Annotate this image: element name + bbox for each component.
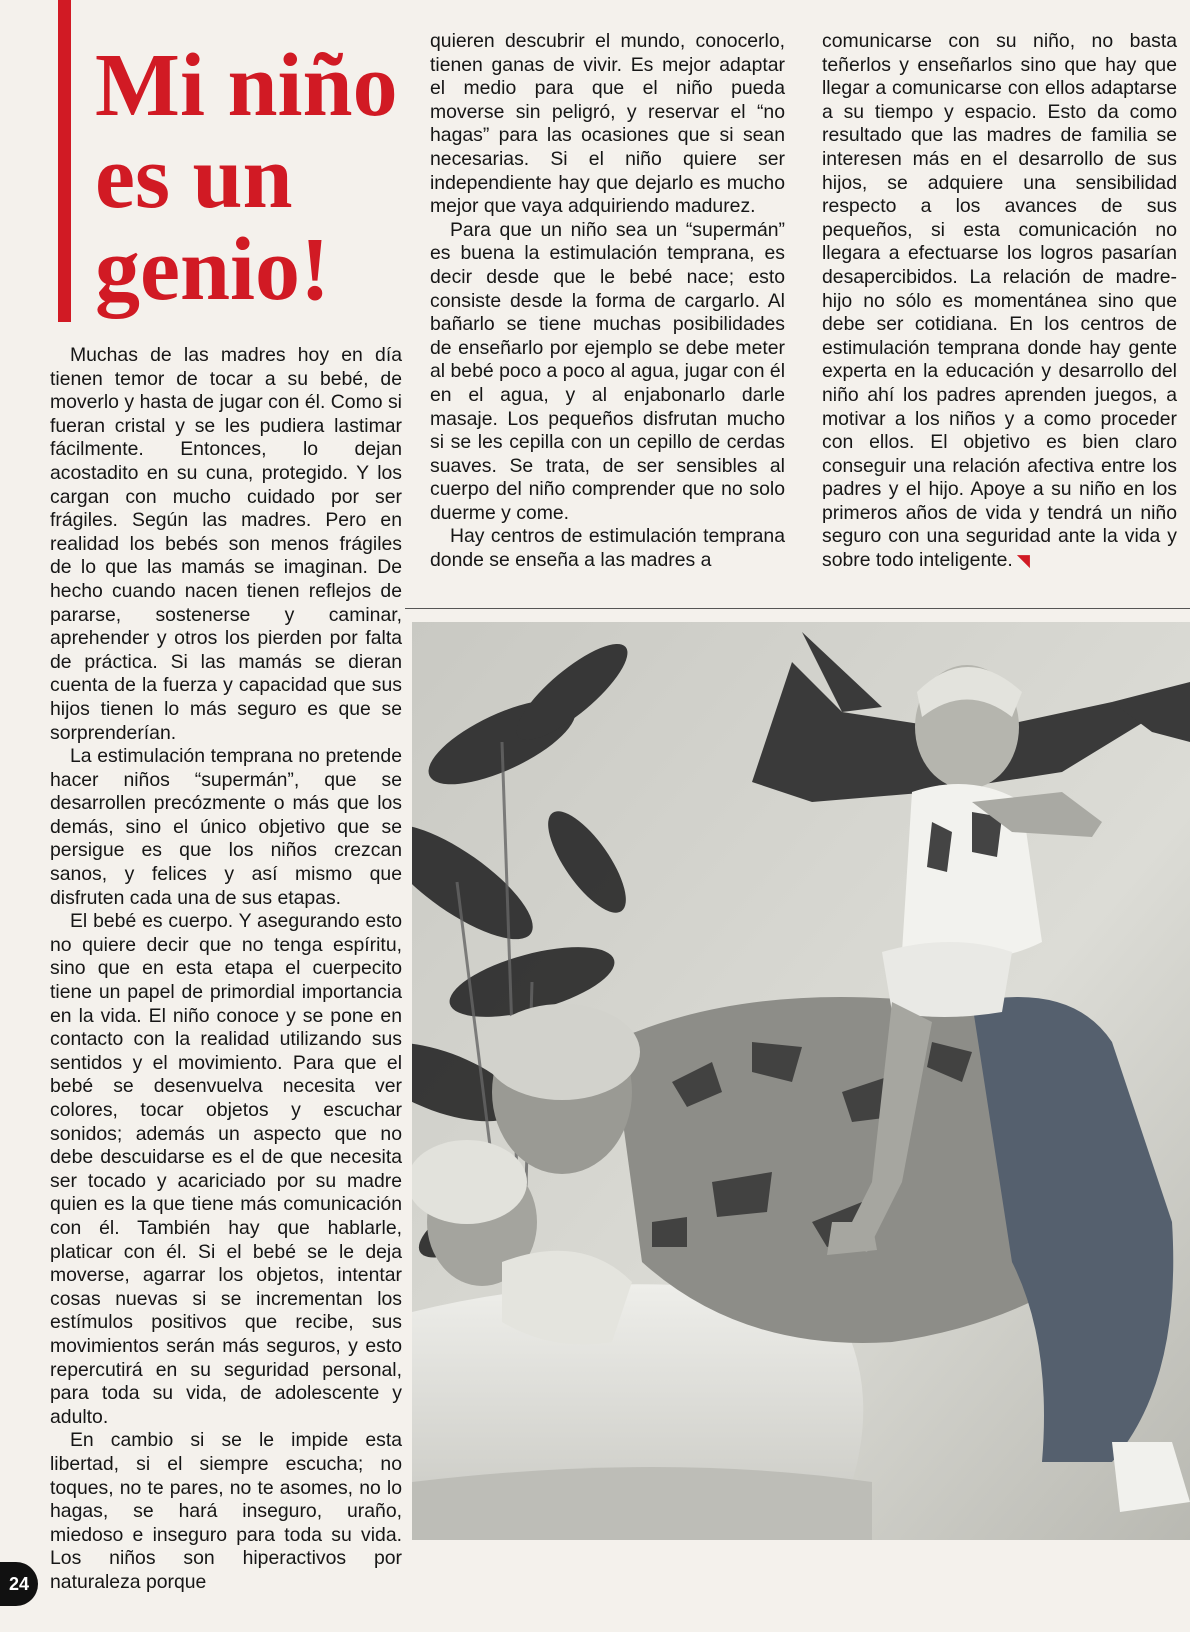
paragraph: quieren descubrir el mundo, conocerlo, tienen ganas de vivir. Es mejor adaptar el medio para que el niño pueda moverse sin peligró, y reservar el “no hagas” para las ocasiones que si sean necesarias. Si el niño quiere ser independiente hay que dejarlo es mucho mejor que vaya adquiriendo madurez.: [430, 30, 785, 218]
title-accent-bar: [58, 0, 71, 322]
paragraph: El bebé es cuerpo. Y asegurando esto no quiere decir que no tenga espíritu, sino que en esta etapa el cuerpecito tiene un papel de primordial importancia en la vida. El niño conoce y se pone en contacto con la realidad utilizando sus sentidos y el movimiento. Para que el bebé se desenvuelva necesita ver colores, tocar objetos y escuchar sonidos; además un aspecto que no debe descuidarse es el de que necesita ser tocado y acariciado por su madre quien es la que tiene más comunicación con él. También hay que hablarle, platicar con él. Si el bebé se le deja moverse, agarrar los objetos, intentar cosas nuevas si se incrementan los estímulos positivos que recibe, sus movimientos serán más seguros, y esto repercutirá en su seguridad personal, para toda su vida, de adolescente y adulto.: [50, 910, 402, 1428]
article-title: [95, 36, 415, 319]
title-line-1: Mi niño: [95, 36, 398, 135]
title-line-3: genio!: [95, 220, 330, 319]
paragraph: La estimulación temprana no pretende hacer niños “supermán”, que se desarrollen precózmente o más que los demás, sino el único objetivo que se persigue es que los niños crezcan sanos, y felices y así mismo que disfruten cada una de sus etapas.: [50, 745, 402, 909]
paragraph: Muchas de las madres hoy en día tienen temor de tocar a su bebé, de moverlo y hasta de jugar con él. Como si fueran cristal y se les pudiera lastimar fácilmente. Entonces, lo dejan acostadito en su cuna, protegido. Y los cargan con mucho cuidado por ser frágiles. Según las madres. Pero en realidad los bebés son menos frágiles de lo que las mamás se imaginan. De hecho cuando nacen tienen reflejos de pararse, sostenerse y caminar, aprehender y otros los pierden por falta de práctica. Si las mamás se dieran cuenta de la fuerza y capacidad que sus hijos tienen lo más seguro es que se sorprenderían.: [50, 344, 402, 744]
title-line-2: es un: [95, 128, 293, 227]
paragraph: Hay centros de estimulación temprana donde se enseña a las madres a: [430, 525, 785, 572]
page-number: 24: [0, 1562, 38, 1606]
divider: [405, 608, 1190, 609]
paragraph: En cambio si se le impide esta libertad, si el siempre escucha; no toques, no te pares, no te asomes, no lo hagas, se hará inseguro, uraño, miedoso e inseguro para toda su vida. Los niños son hiperactivos por naturaleza porque: [50, 1429, 402, 1593]
photo-illustration: [412, 622, 1190, 1540]
paragraph: [822, 30, 1177, 573]
column-right: [822, 30, 1177, 573]
end-mark-icon: ◥: [1016, 551, 1030, 571]
column-middle: [430, 30, 785, 573]
column-left: [50, 344, 402, 1594]
paragraph-text: comunicarse con su niño, no basta teñerlos y enseñarlos sino que hay que llegar a comunicarse con ellos adaptarse a su tiempo y espacio. Esto da como resultado que las madres de familia se interesen más en el desarrollo de sus hijos, se adquiere una sensibilidad respecto a los avances de sus pequeños, si esta comunicación no llegara a efectuarse los logros pasarían desapercibidos. La relación de madre-hijo no sólo es momentánea sino que debe ser cotidiana. En los centros de estimulación temprana donde hay gente experta en la educación y desarrollo del niño ahí los padres aprenden juegos, a motivar a los niños y a como proceder con ellos. El objetivo es bien claro conseguir una relación afectiva entre los padres y el hijo. Apoye a su niño en los primeros años de vida y tendrá un niño seguro con una seguridad ante la vida y sobre todo inteligente.: [822, 30, 1177, 572]
family-photo: [412, 622, 1190, 1540]
paragraph: Para que un niño sea un “supermán” es buena la estimulación temprana, es decir desde que le bebé nace; esto consiste desde la forma de cargarlo. Al bañarlo se tiene muchas posibilidades de enseñarlo por ejemplo se debe meter al bebé poco a poco al agua, jugar con él en el agua, y al enjabonarlo darle masaje. Los pequeños disfrutan mucho si se les cepilla con un cepillo de cerdas suaves. Se trata, de ser sensibles al cuerpo del niño comprender que no solo duerme y come.: [430, 218, 785, 524]
